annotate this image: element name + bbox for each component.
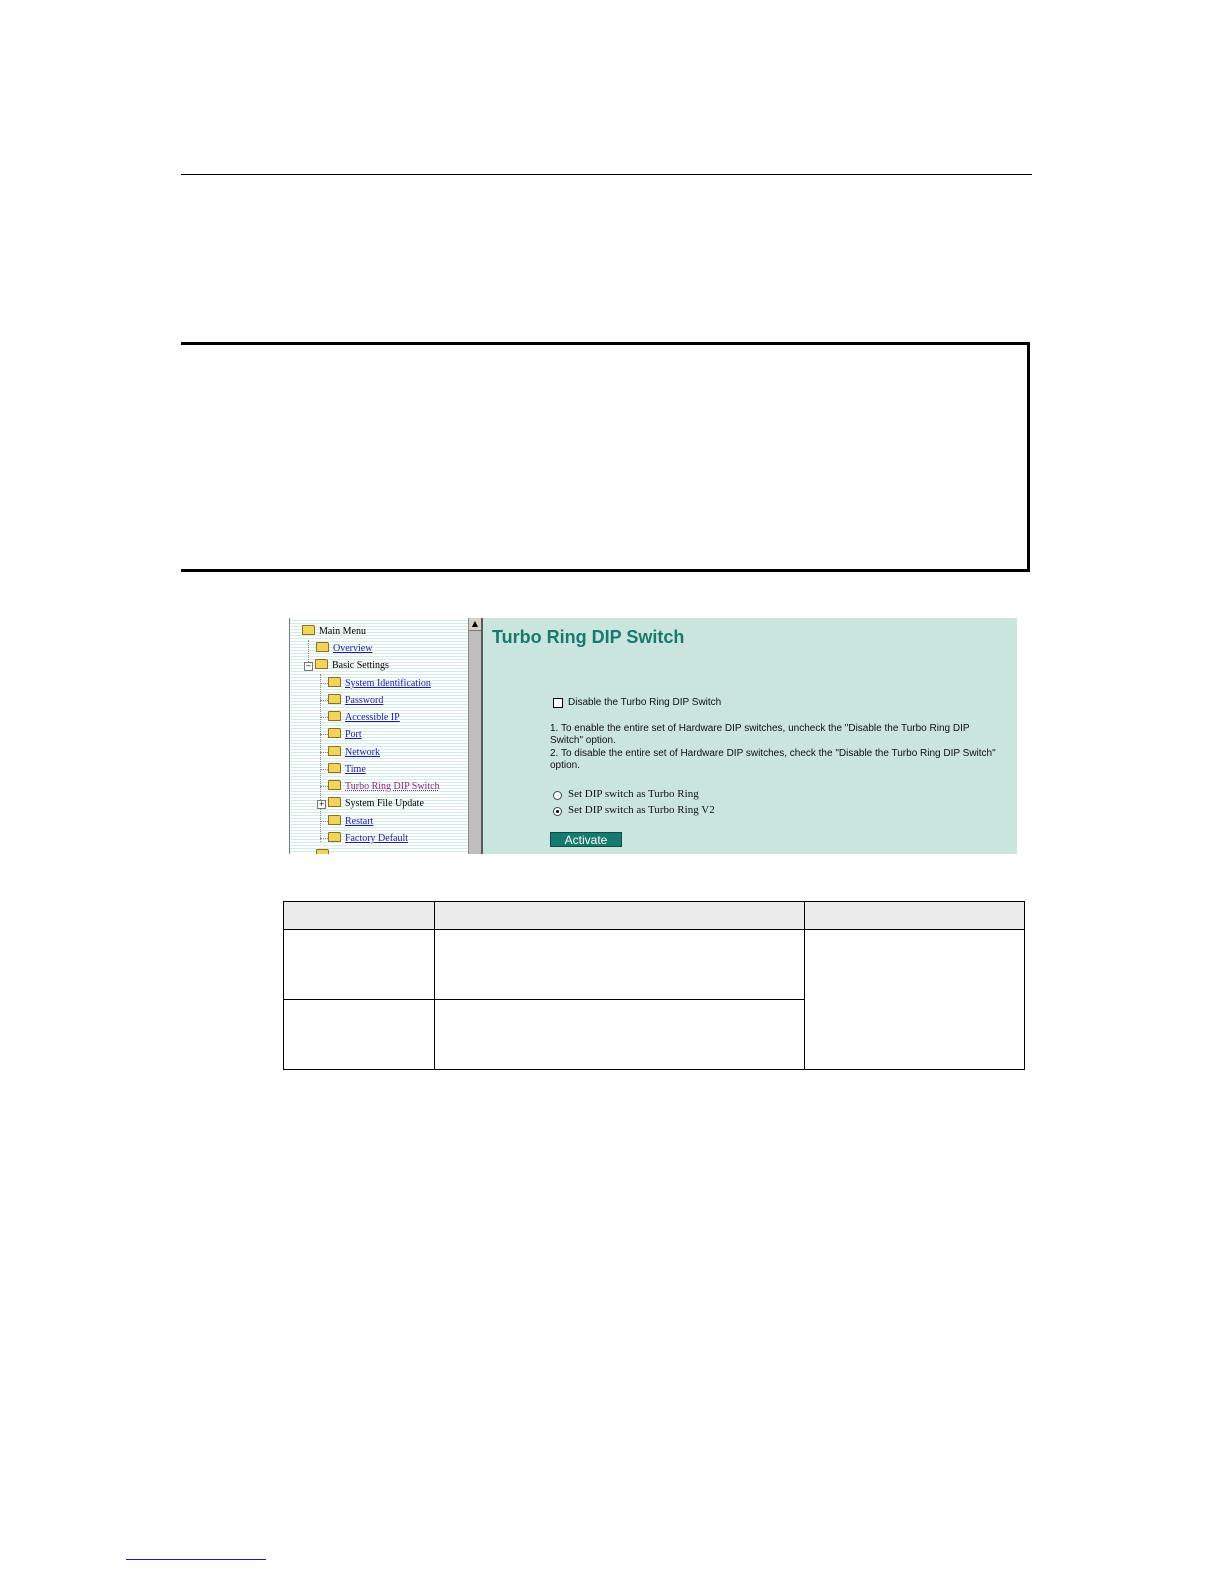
table-cell xyxy=(284,1000,435,1070)
note-box xyxy=(181,342,1030,572)
settings-table xyxy=(283,901,1024,1070)
tree-item-password[interactable] xyxy=(328,693,383,709)
table-header-cell xyxy=(435,902,805,930)
tree-item-factory-default[interactable] xyxy=(328,831,408,847)
instruction-1-line-1: 1. To enable the entire set of Hardware DIP switches, uncheck the "Disable the Turbo Ring DIP xyxy=(550,723,970,734)
tree-item-basic-settings[interactable]: − Basic Settings xyxy=(305,660,389,671)
folder-icon xyxy=(316,849,329,854)
tree-item-turbo-ring-dip-switch[interactable] xyxy=(328,779,440,795)
tree-item-system-identification[interactable] xyxy=(328,676,431,692)
turbo-ring-dip-switch-screenshot xyxy=(289,618,1017,854)
settings-panel xyxy=(483,618,1017,854)
folder-open-icon xyxy=(315,659,328,669)
radio-turbo-ring-v2[interactable] xyxy=(553,807,562,816)
tree-scrollbar[interactable] xyxy=(468,618,483,854)
collapse-icon[interactable]: − xyxy=(305,662,312,670)
tree-item-time[interactable] xyxy=(328,762,366,778)
folder-icon xyxy=(328,694,341,704)
table-cell xyxy=(435,930,805,1000)
tree-link-factory-default[interactable]: Factory Default xyxy=(345,833,409,844)
folder-icon xyxy=(328,780,341,790)
disable-dip-switch-checkbox[interactable] xyxy=(553,698,563,708)
tree-item-port[interactable] xyxy=(328,727,362,743)
expand-icon[interactable]: + xyxy=(318,800,325,808)
radio-turbo-ring[interactable] xyxy=(553,791,562,800)
tree-item-main-menu[interactable]: Main Menu xyxy=(302,624,366,640)
folder-icon xyxy=(328,728,341,738)
folder-open-icon xyxy=(302,625,315,635)
folder-icon xyxy=(328,677,341,687)
tree-item-system-file-update[interactable]: + System File Update xyxy=(318,798,424,809)
table-cell xyxy=(435,1000,805,1070)
folder-icon xyxy=(328,763,341,773)
tree-item-cut-off xyxy=(316,848,333,854)
folder-icon xyxy=(328,815,341,825)
table-header-cell xyxy=(805,902,1025,930)
disable-dip-switch-label: Disable the Turbo Ring DIP Switch xyxy=(568,697,722,708)
folder-icon xyxy=(328,797,341,807)
tree-link-overview[interactable]: Overview xyxy=(333,643,373,654)
tree-link-system-identification[interactable]: System Identification xyxy=(345,678,431,689)
radio-turbo-ring-v2-label: Set DIP switch as Turbo Ring V2 xyxy=(568,804,715,816)
tree-link-password[interactable]: Password xyxy=(345,695,384,706)
main-menu-tree xyxy=(289,618,468,854)
radio-turbo-ring-label: Set DIP switch as Turbo Ring xyxy=(568,788,699,800)
instruction-2-line-1: 2. To disable the entire set of Hardware DIP switches, check the "Disable the Turbo Ring DIP Switch" xyxy=(550,748,996,759)
tree-link-restart[interactable]: Restart xyxy=(345,816,374,827)
table-header-cell xyxy=(284,902,435,930)
tree-link-port[interactable]: Port xyxy=(345,729,362,740)
table-cell xyxy=(805,930,1025,1070)
header-rule xyxy=(181,174,1032,175)
tree-item-overview[interactable] xyxy=(316,641,372,657)
folder-icon xyxy=(328,711,341,721)
tree-item-network[interactable] xyxy=(328,745,380,761)
tree-link-turbo-ring-dip-switch[interactable]: Turbo Ring DIP Switch xyxy=(345,781,440,792)
folder-icon xyxy=(328,832,341,842)
scroll-up-arrow-icon[interactable]: ▲ xyxy=(469,618,481,631)
table-cell xyxy=(284,930,435,1000)
folder-icon xyxy=(328,746,341,756)
activate-button[interactable]: Activate xyxy=(550,832,622,847)
instruction-2-line-2: option. xyxy=(550,760,581,771)
tree-link-network[interactable]: Network xyxy=(345,747,380,758)
page-title: Turbo Ring DIP Switch xyxy=(492,627,685,647)
folder-icon xyxy=(316,642,329,652)
tree-item-restart[interactable] xyxy=(328,814,373,830)
tree-link-accessible-ip[interactable]: Accessible IP xyxy=(345,712,400,723)
tree-link-time[interactable]: Time xyxy=(345,764,366,775)
footer-link-underline xyxy=(126,1559,266,1560)
tree-item-accessible-ip[interactable] xyxy=(328,710,400,726)
instruction-1-line-2: Switch" option. xyxy=(550,735,616,746)
